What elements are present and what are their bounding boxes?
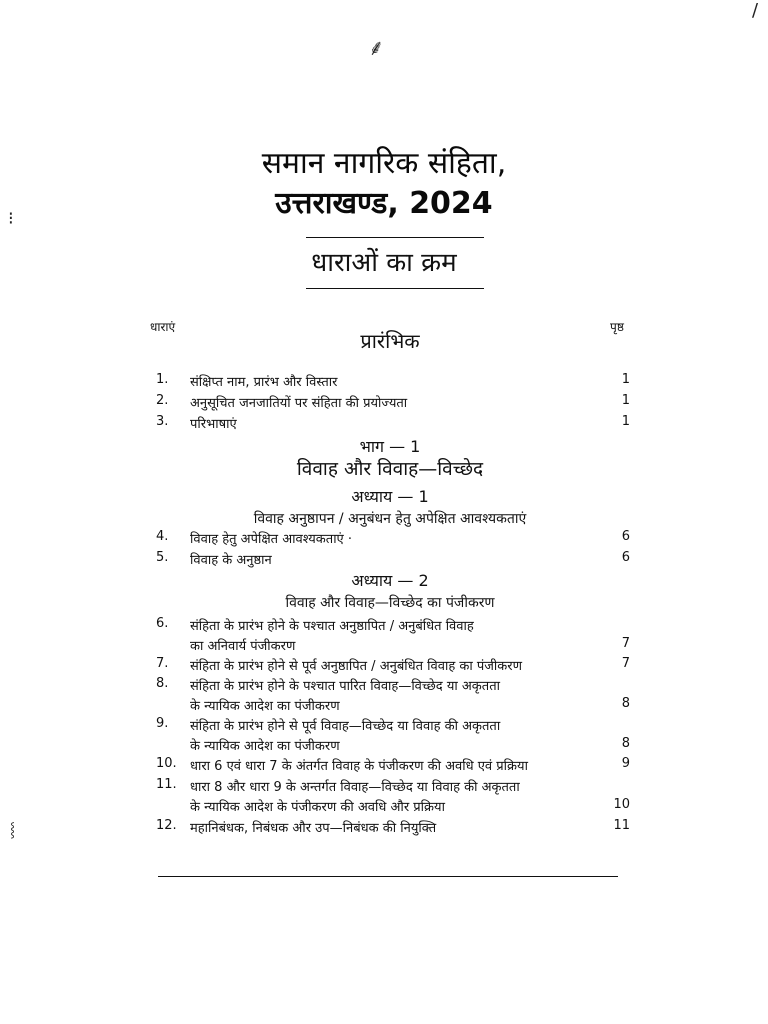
entry-page: 1	[621, 393, 630, 408]
entry-page: 1	[621, 414, 630, 429]
entry-text: संहिता के प्रारंभ होने से पूर्व विवाह—विच्छेद या विवाह की अकृतता	[190, 719, 501, 734]
entry-number: 9.	[156, 716, 169, 731]
entry-page: 7	[621, 636, 630, 651]
entry-number: 4.	[156, 529, 169, 544]
entry-number: 1.	[156, 372, 169, 387]
entry-text-continued: के न्यायिक आदेश के पंजीकरण की अवधि और प्रक्रिया	[190, 800, 445, 815]
entry-page: 1	[621, 372, 630, 387]
entry-text: संहिता के प्रारंभ होने के पश्चात अनुष्ठापित / अनुबंधित विवाह	[190, 619, 474, 634]
toc-entry	[0, 656, 768, 678]
entry-text: विवाह के अनुष्ठान	[190, 553, 272, 568]
entry-text: संहिता के प्रारंभ होने से पूर्व अनुष्ठापित / अनुबंधित विवाह का पंजीकरण	[190, 659, 522, 674]
toc-entry	[0, 818, 768, 840]
entry-number: 7.	[156, 656, 169, 671]
column-header-sections: धाराएं	[150, 320, 176, 334]
entry-text: संहिता के प्रारंभ होने के पश्चात पारित विवाह—विच्छेद या अकृतता	[190, 679, 500, 694]
entry-page: 6	[621, 529, 630, 544]
toc-entry	[0, 393, 768, 415]
entry-text: अनुसूचित जनजातियों पर संहिता की प्रयोज्यता	[190, 396, 408, 411]
title-rule-top	[306, 237, 484, 238]
entry-text: विवाह हेतु अपेक्षित आवश्यकताएं ·	[190, 532, 353, 547]
footer-rule	[158, 876, 618, 877]
toc-entry	[0, 414, 768, 436]
entry-page: 9	[621, 756, 630, 771]
entry-text: धारा 8 और धारा 9 के अन्तर्गत विवाह—विच्छेद या विवाह की अकृतता	[190, 780, 520, 795]
part-heading: भाग — 1	[359, 437, 421, 456]
ink-mark-top: ⸙	[368, 36, 385, 61]
ink-mark-corner: /	[752, 0, 759, 21]
entry-text: परिभाषाएं	[190, 417, 237, 432]
ink-mark-left-upper: ⁝	[8, 208, 14, 229]
toc-entry	[0, 777, 768, 815]
document-title-line2: उत्तराखण्ड, 2024	[275, 186, 493, 221]
toc-entry	[0, 372, 768, 394]
entry-number: 2.	[156, 393, 169, 408]
entry-text: संक्षिप्त नाम, प्रारंभ और विस्तार	[190, 375, 338, 390]
entry-page: 7	[621, 656, 630, 671]
chapter1-title: विवाह अनुष्ठापन / अनुबंधन हेतु अपेक्षित आवश्यकताएं	[253, 511, 527, 527]
chapter2-title: विवाह और विवाह—विच्छेद का पंजीकरण	[285, 595, 495, 611]
entry-number: 12.	[156, 818, 177, 833]
entry-number: 11.	[156, 777, 177, 792]
chapter1-heading: अध्याय — 1	[351, 487, 429, 506]
section-heading-preliminary: प्रारंभिक	[360, 329, 420, 353]
entry-page: 8	[621, 696, 630, 711]
entry-number: 6.	[156, 616, 169, 631]
part-title: विवाह और विवाह—विच्छेद	[296, 458, 484, 480]
title-rule-bottom	[306, 288, 484, 289]
entry-number: 8.	[156, 676, 169, 691]
toc-entry	[0, 616, 768, 654]
entry-text: धारा 6 एवं धारा 7 के अंतर्गत विवाह के पंजीकरण की अवधि एवं प्रक्रिया	[190, 759, 528, 774]
entry-text: महानिबंधक, निबंधक और उप—निबंधक की नियुक्ति	[190, 821, 437, 836]
toc-entry	[0, 676, 768, 714]
entry-page: 8	[621, 736, 630, 751]
entry-number: 10.	[156, 756, 177, 771]
entry-text-continued: का अनिवार्य पंजीकरण	[190, 639, 296, 654]
entry-number: 5.	[156, 550, 169, 565]
toc-entry	[0, 756, 768, 778]
document-title-line1: समान नागरिक संहिता,	[261, 146, 507, 181]
entry-text-continued: के न्यायिक आदेश का पंजीकरण	[190, 739, 340, 754]
entry-number: 3.	[156, 414, 169, 429]
ink-mark-left-lower: ⸾	[10, 822, 16, 838]
document-subtitle: धाराओं का क्रम	[311, 248, 457, 278]
column-header-page: पृष्ठ	[610, 320, 624, 334]
toc-entry	[0, 550, 768, 572]
toc-entry	[0, 529, 768, 551]
toc-entry	[0, 716, 768, 754]
entry-page: 10	[613, 797, 630, 812]
entry-page: 6	[621, 550, 630, 565]
chapter2-heading: अध्याय — 2	[351, 571, 429, 590]
entry-page: 11	[613, 818, 630, 833]
entry-text-continued: के न्यायिक आदेश का पंजीकरण	[190, 699, 340, 714]
